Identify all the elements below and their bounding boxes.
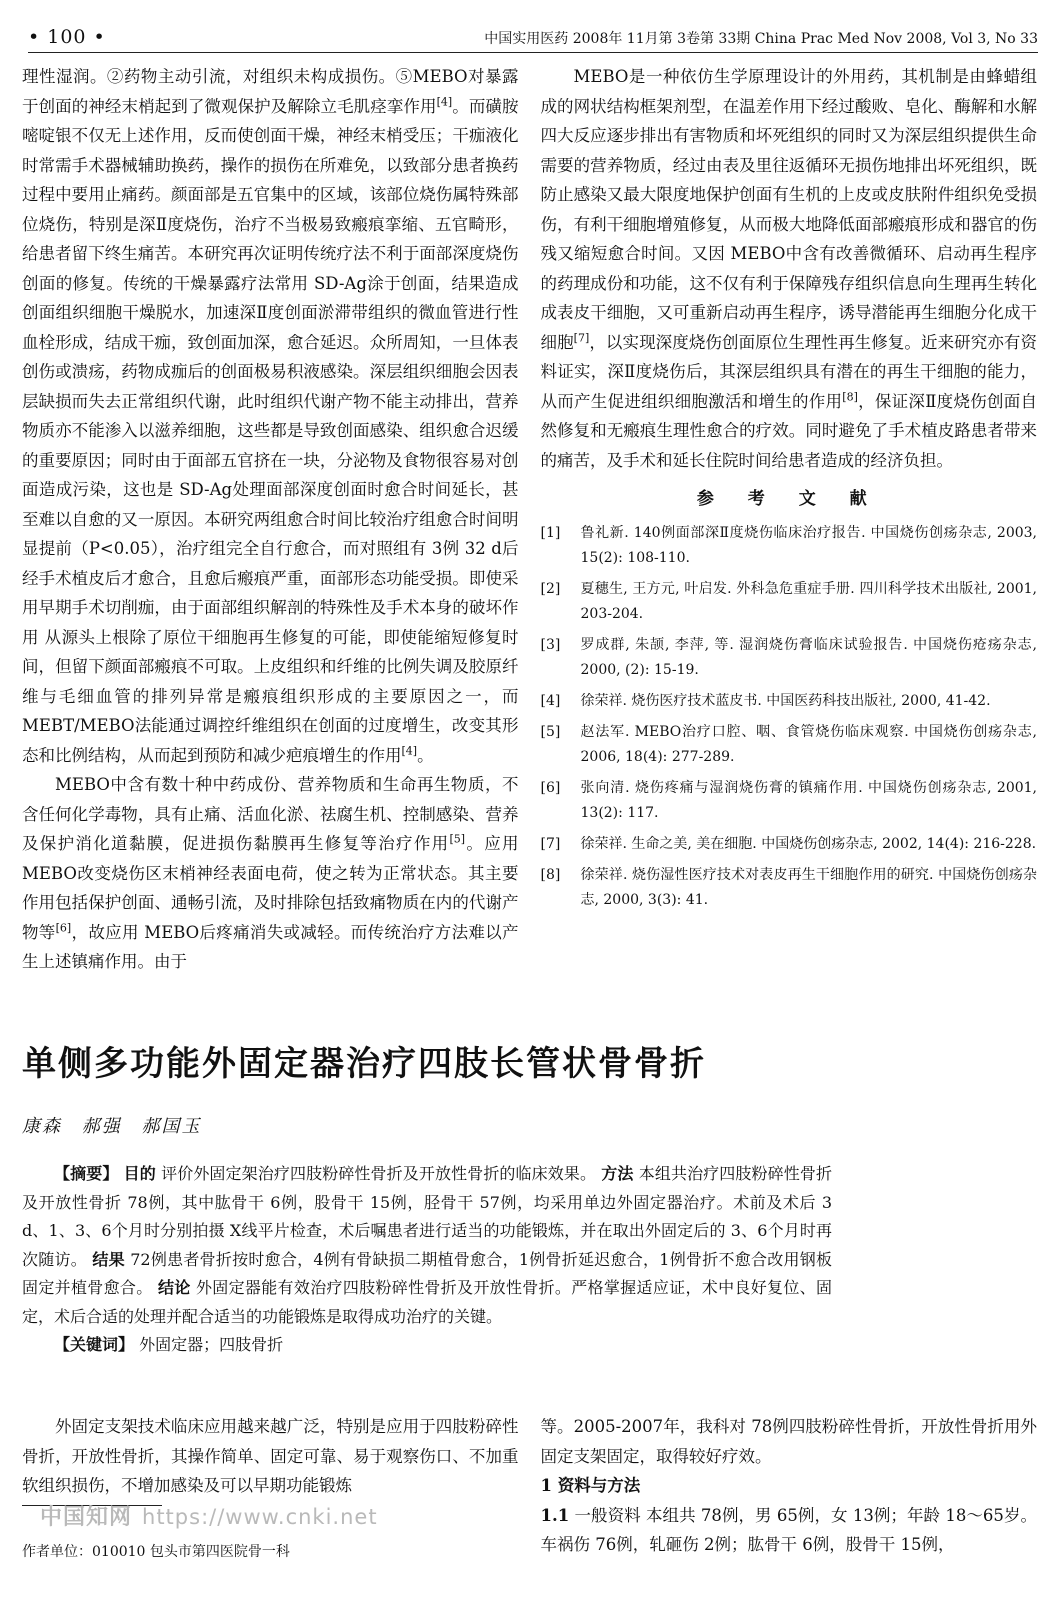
reference-item: [7] 徐荣祥. 生命之美, 美在细胞. 中国烧伤创疡杂志, 2002, 14(4): 216-228. [540,835,1037,852]
result-label: 结果 [92,1249,125,1269]
page-number: • 100 • [28,26,106,48]
reference-item: [1] 鲁礼新. 140例面部深Ⅱ度烧伤临床治疗报告. 中国烧伤创疡杂志, 2003, 15(2): 108-110. [540,524,1037,566]
reference-item: [4] 徐荣祥. 烧伤医疗技术蓝皮书. 中国医药科技出版社, 2000, 41-42. [540,692,991,709]
article-title: 单侧多功能外固定器治疗四肢长管状骨骨折 [22,1044,706,1084]
left-paragraph-1: 理性湿润。②药物主动引流，对组织未构成损伤。⑤MEBO对暴露于创面的神经末梢起到了微观保护及解除立毛肌痉挛作用[4]。而磺胺嘧啶银不仅无上述作用，反而使创面干燥，神经末梢受压；干痂液化时常需手术器械辅助换药，操作的损伤在所难免，以致部分患者换药过程中要用止痛药。颜面部是五官集中的区域，该部位烧伤属特殊部位烧伤，特别是深Ⅱ度烧伤，治疗不当极易致瘢痕挛缩、五官畸形，给患者留下终生痛苦。本研究再次证明传统疗法不利于面部深度烧伤创面的修复。传统的干燥暴露疗法常用 SD-Ag涂于创面，结果造成创面组织细胞干燥脱水，加速深Ⅱ度创面淤滞带组织的微血管进行性血栓形成，结成干痂，致创面加深，愈合延迟。众所周知，一旦体表创伤或溃疡，药物成痂后的创面极易积液感染。深层组织细胞会因表层缺损而失去正常组织代谢，此时组织代谢产物不能主动排出，营养物质亦不能渗入以滋养细胞，这些都是导致创面感染、组织愈合迟缓的重要原因；同时由于面部五官挤在一块，分泌物及食物很容易对创面造成污染，这也是 SD-Ag处理面部深度创面时愈合时间延长，甚至难以自愈的又一原因。本研究两组愈合时间比较治疗组愈合时间明显提前（P<0.05），治疗组完全自行愈合，而对照组有 3例 32 d后经手术植皮后才愈合，且愈后瘢痕严重，面部形态功能受损。即使采用早期手术切削痂，由于面部组织解剖的特殊性及手术本身的破坏作用 从源头上根除了原位干细胞再生修复的可能，即使能缩短修复时间，但留下颜面部瘢痕不可取。上皮组织和纤维的比例失调及胶原纤维与毛细血管的排列异常是瘢痕组织形成的主要原因之一，而 MEBT/MEBO法能通过调控纤维组织在创面的过度增生，改变其形态和比例结构，从而起到预防和减少疤痕增生的作用[4]。 [22,67,519,765]
right-paragraph-1: MEBO是一种依仿生学原理设计的外用药，其机制是由蜂蜡组成的网状结构框架剂型，在温差作用下经过酸败、皂化、酶解和水解四大反应逐步排出有害物质和坏死组织的同时又为深层组织提供生命需要的营养物质，经过由表及里往返循环无损伤地排出坏死组织，既防止感染又最大限度地保护创面有生机的上皮或皮肤附件组织免受损伤，有利干细胞增殖修复，从而极大地降低面部瘢痕形成和器官的伤残又缩短愈合时间。又因 MEBO中含有改善微循环、启动再生程序的药理成份和功能，这不仅有利于保障残存组织信息向生理再生转化成表皮干细胞，又可重新启动再生程序，诱导潜能再生细胞分化成干细胞[7]，以实现深度烧伤创面原位生理性再生修复。近来研究亦有资料证实，深Ⅱ度烧伤后，其深层组织具有潜在的再生干细胞的能力，从而产生促进组织细胞激活和增生的作用[8]，保证深Ⅱ度烧伤创面自然修复和无瘢痕生理性愈合的疗效。同时避免了手术植皮路患者带来的痛苦，及手术和延长住院时间给患者造成的经济负担。 [540,67,1038,470]
citation-ref: [6] [55,921,72,934]
article-intro-paragraph: 外固定支架技术临床应用越来越广泛，特别是应用于四肢粉碎性骨折，开放性骨折，其操作简单、固定可靠、易于观察伤口、不加重软组织损伤，不增加感染及可以早期功能锻炼 [22,1417,519,1495]
abstract-label: 【摘要】 [54,1164,119,1183]
reference-item: [8] 徐荣祥. 烧伤湿性医疗技术对表皮再生干细胞作用的研究. 中国烧伤创疡杂志, 2000, 3(3): 41. [540,866,1037,908]
references-heading: 参 考 文 献 [696,489,881,509]
section-1-1: 1.1 一般资料 本组共 78例，男 65例，女 13例；年龄 18～65岁。车祸伤 76例，轧砸伤 2例；肱骨干 6例，股骨干 15例， [540,1505,1038,1554]
page-header [28,18,1038,53]
citation-ref: [4] [401,744,418,757]
article-intro-continued: 等。2005-2007年，我科对 78例四肢粉碎性骨折，开放性骨折用外固定支架固定，取得较好疗效。 [540,1417,1037,1466]
references-list [541,521,1038,913]
method-label: 方法 [601,1164,634,1183]
citation-ref: [7] [573,331,590,344]
citation-ref: [4] [436,95,453,108]
abstract [22,1160,832,1360]
author-affiliation: 作者单位：010010 包头市第四医院骨一科 [22,1544,290,1560]
reference-item: [5] 赵法军. MEBO治疗口腔、咽、食管烧伤临床观察. 中国烧伤创疡杂志, 2006, 18(4): 277-289. [540,723,1037,765]
journal-citation: 中国实用医药 2008年 11月第 3卷第 33期 China Prac Med Nov 2008, Vol 3, No 33 [484,31,1038,47]
right-column [541,62,1038,1022]
cnki-watermark [40,1500,378,1531]
reference-item: [3] 罗成群, 朱颉, 李萍, 等. 湿润烧伤膏临床试验报告. 中国烧伤疮疡杂志, 2000, (2): 15-19. [540,636,1037,678]
conclusion-label: 结论 [157,1278,191,1297]
reference-item: [2] 夏穗生, 王方元, 叶启发. 外科急危重症手册. 四川科学技术出版社, 2001, 203-204. [540,580,1037,622]
purpose-label: 目的 [123,1164,156,1183]
section-heading: 1 资料与方法 [540,1476,641,1495]
left-paragraph-2: MEBO中含有数十种中药成份、营养物质和生命再生物质，不含任何化学毒物，具有止痛、活血化淤、祛腐生机、控制感染、营养及保护消化道黏膜，促进损伤黏膜再生修复等治疗作用[5]。应用 MEBO改变烧伤区末梢神经表面电荷，使之转为正常状态。其主要作用包括保护创面、通畅引流，及时排除包括致痛物质在内的代谢产物等[6]，故应用 MEBO后疼痛消失或减轻。而传统治疗方法难以产生上述镇痛作用。由于 [22,775,519,971]
left-column [22,62,519,1022]
keywords: 【关键词】 外固定器；四肢骨折 [54,1335,284,1354]
body-columns [22,62,1037,1022]
reference-item: [6] 张向清. 烧伤疼痛与湿润烧伤膏的镇痛作用. 中国烧伤创疡杂志, 2001, 13(2): 117. [540,779,1037,821]
article-authors: 康森 郝强 郝国玉 [22,1116,202,1137]
keywords-label: 【关键词】 [54,1335,135,1354]
watermark-name: 中国知网 [40,1505,133,1530]
watermark-url: https://www.cnki.net [142,1505,378,1529]
citation-ref: [5] [449,832,466,846]
abstract-body: 【摘要】 目的 评价外固定架治疗四肢粉碎性骨折及开放性骨折的临床效果。 方法 本组共治疗四肢粉碎性骨折及开放性骨折 78例，其中肱骨干 6例，股骨干 15例，胫骨干 57例，均采用单边外固定器治疗。术前及术后 3 d、1、3、6个月时分别拍摄 X线平片检查，术后嘱患者进行适当的功能锻炼，并在取出外固定后的 3、6个月时再次随访。 结果 72例患者骨折按时愈合，4例有骨缺损二期植骨愈合，1例骨折延迟愈合，1例骨折不愈合改用钢板固定并植骨愈合。 结论 外固定器能有效治疗四肢粉碎性骨折及开放性骨折。严格掌握适应证，术中良好复位、固定，术后合适的处理并配合适当的功能锻炼是取得成功治疗的关键。 [22,1164,832,1326]
citation-ref: [8] [842,390,858,403]
article-right-column [540,1412,1038,1554]
